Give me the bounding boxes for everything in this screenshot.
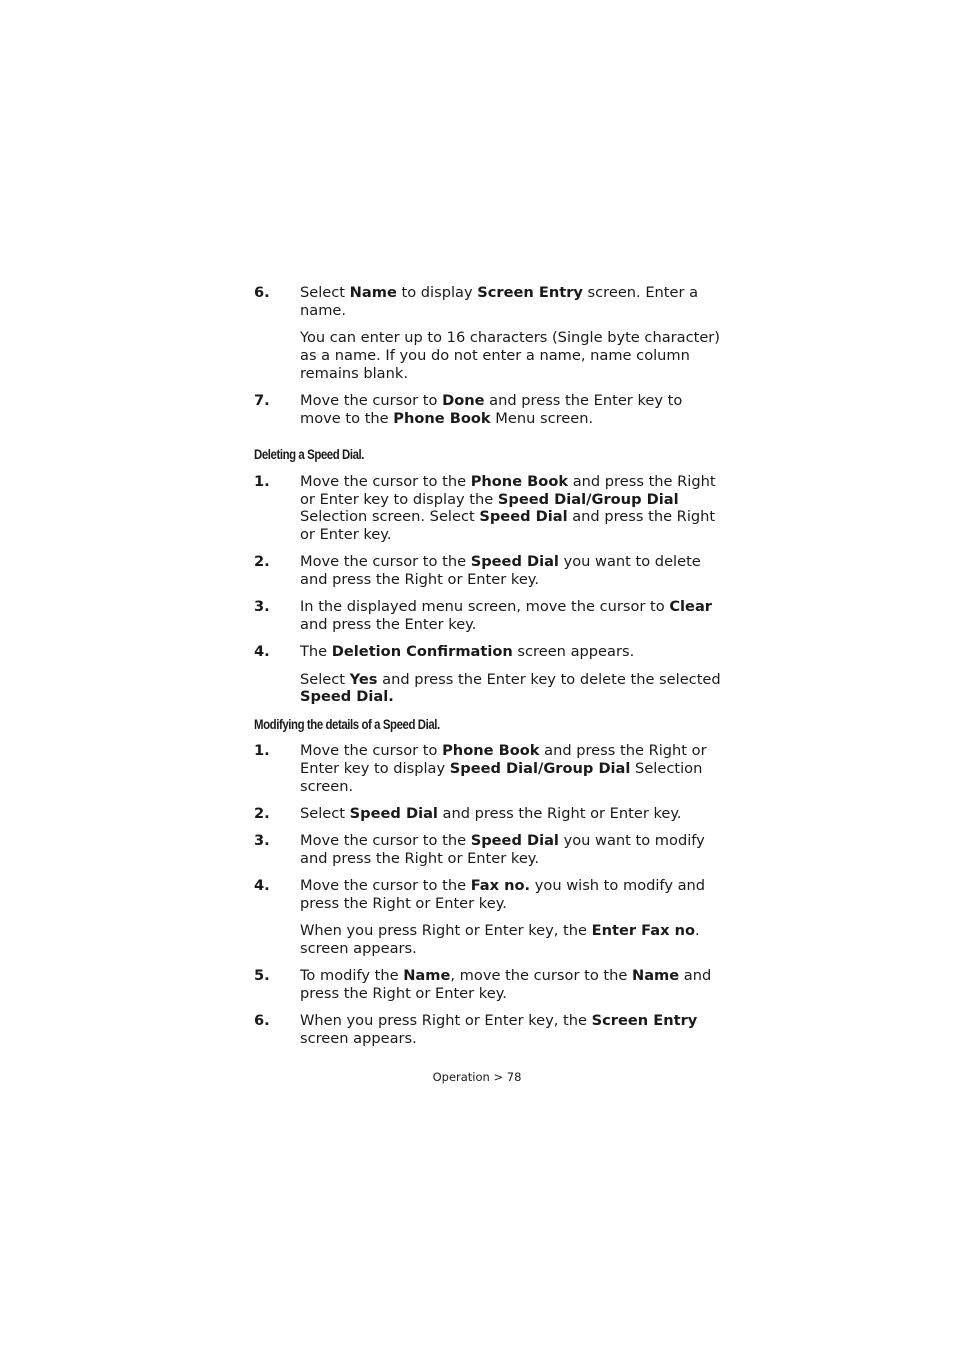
step-text: Move the cursor to the Speed Dial you want to modify and press the Right or Enter key. — [300, 832, 705, 867]
bold-term: Phone Book — [442, 742, 540, 760]
step-number: 2. — [254, 553, 270, 571]
bold-term: Speed Dial. — [300, 688, 394, 706]
step-text: You can enter up to 16 characters (Single byte character) as a name. If you do not enter a name, name column remains blank. — [300, 328, 721, 382]
bold-term: Clear — [669, 598, 712, 616]
step-number: 1. — [254, 472, 270, 490]
step-item — [254, 832, 724, 868]
step-text: Select Yes and press the Enter key to delete the selected Speed Dial. — [300, 670, 721, 706]
step-text: To modify the Name, move the cursor to the Name and press the Right or Enter key. — [300, 967, 712, 1002]
step-item — [254, 742, 724, 795]
bold-term: Speed Dial — [470, 832, 559, 850]
step-item — [254, 392, 724, 428]
step-item — [254, 877, 724, 958]
step-number: 4. — [254, 643, 270, 661]
step-number: 7. — [254, 391, 270, 409]
bold-term: Speed Dial — [349, 804, 438, 822]
step-number: 3. — [254, 598, 270, 616]
bold-term: Deletion Confirmation — [331, 643, 513, 661]
bold-term: Speed Dial — [470, 553, 559, 571]
section-heading-delete: Deleting a Speed Dial. — [254, 447, 365, 463]
bold-term: Phone Book — [470, 472, 569, 490]
step-item — [254, 967, 724, 1003]
bold-term: Name — [631, 967, 680, 984]
steps-modify — [254, 742, 724, 1048]
bold-term: Screen Entry — [477, 284, 583, 301]
step-number: 4. — [254, 877, 270, 895]
step-text: Select Name to display Screen Entry screen. Enter a name. — [300, 284, 699, 319]
step-item — [254, 553, 724, 589]
step-text: When you press Right or Enter key, the Enter Fax no. screen appears. — [300, 922, 700, 957]
step-text: Move the cursor to Phone Book and press the Right or Enter key to display Speed Dial/Group Dial Selection screen. — [300, 742, 707, 795]
step-text: Move the cursor to Done and press the Enter key to move to the Phone Book Menu screen. — [300, 391, 683, 427]
step-item — [254, 284, 724, 382]
page-content — [254, 284, 724, 1057]
bold-term: Name — [403, 967, 451, 984]
bold-term: Name — [349, 284, 397, 301]
bold-term: Screen Entry — [591, 1011, 698, 1029]
page-footer: Operation > 78 — [432, 1070, 522, 1084]
step-text: Move the cursor to the Fax no. you wish to modify and press the Right or Enter key. — [300, 877, 706, 912]
bold-term: Speed Dial — [479, 508, 568, 526]
step-item — [254, 473, 724, 544]
step-number: 3. — [254, 832, 270, 850]
step-number: 6. — [254, 284, 270, 301]
bold-term: Speed Dial/Group Dial — [497, 490, 679, 508]
step-text: In the displayed menu screen, move the cursor to Clear and press the Enter key. — [300, 598, 712, 634]
step-text: Select Speed Dial and press the Right or Enter key. — [300, 804, 682, 822]
steps-intro — [254, 284, 724, 427]
bold-term: Speed Dial/Group Dial — [449, 759, 631, 777]
bold-term: Yes — [349, 670, 378, 688]
step-number: 5. — [254, 967, 270, 984]
step-text: When you press Right or Enter key, the Screen Entry screen appears. — [300, 1011, 698, 1047]
step-item — [254, 643, 724, 706]
step-number: 2. — [254, 804, 270, 822]
step-item — [254, 598, 724, 634]
bold-term: Enter Fax no — [591, 922, 696, 940]
section-heading-modify: Modifying the details of a Speed Dial. — [254, 716, 440, 732]
bold-term: Fax no. — [470, 877, 531, 895]
step-number: 1. — [254, 742, 270, 760]
step-item — [254, 805, 724, 823]
step-text: Move the cursor to the Phone Book and press the Right or Enter key to display the Speed Dial/Group Dial Selection screen. Select Speed Dial and press the Right or Enter key. — [300, 472, 716, 544]
bold-term: Done — [442, 391, 485, 409]
step-text: Move the cursor to the Speed Dial you want to delete and press the Right or Enter key. — [300, 553, 701, 589]
step-number: 6. — [254, 1011, 270, 1029]
bold-term: Phone Book — [393, 409, 491, 427]
steps-delete — [254, 473, 724, 706]
step-item — [254, 1012, 724, 1048]
step-text: The Deletion Confirmation screen appears. — [300, 643, 635, 661]
